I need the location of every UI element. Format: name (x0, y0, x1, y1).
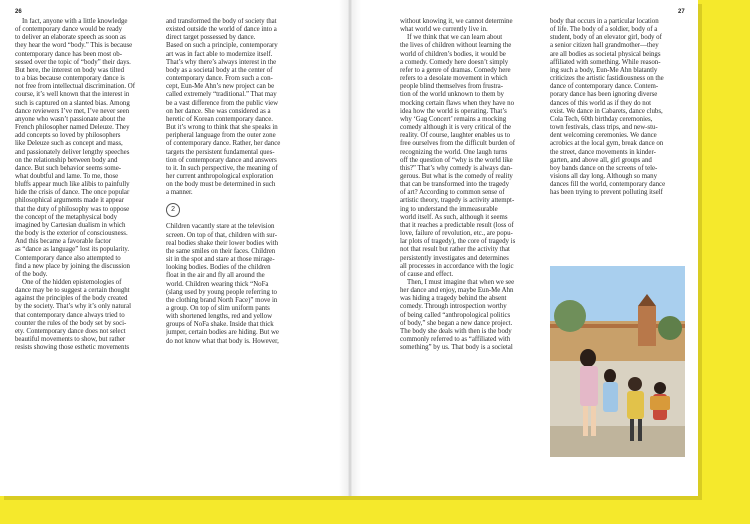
left-page-number: 26 (15, 9, 22, 15)
text-column-4 (550, 18, 688, 264)
book-gutter (339, 0, 361, 496)
text-column-3 (400, 18, 546, 488)
paragraph: Children vacantly stare at the television screen. On top of that, children with sur- real bodies shake their lower bodies with the same smiles on their faces. Children sit in the spot and stare at those mirage- looking bodies. Bodies of the children float in the air and fly all around the world. Children wearing thick “NoFa (slang used by young people referring to the clothing brand North Face)” move in a group. On top of slim uniform pants with shortened lengths, red and yellow groups of NoFa shake. Inside that thick jumper, certain bodies are hiding. But we do not know what that body is. However, (166, 223, 279, 345)
text-column-2 (166, 18, 316, 488)
paragraph: and transformed the body of society that existed outside the world of dance into a direct target possessed by dance. Based on such a principle, contemporary art was in fact able to modernize itself. That’s why there’s always interest in the body as a societal body at the center of contemporary dance. From such a con- cept, Eun-Me Ahn’s new project can be called extremely “traditional.” That may be a vast difference from the public view on her dance. She was considered as a heretic of Korean contemporary dance. But it’s wrong to think that she speaks in peripheral language from the outer zone of contemporary dance. Rather, her dance targets the persistent fundamental ques- tion of contemporary dance and answers to it. In such perspective, the meaning of her current anthropological exploration on the body must be determined in such a manner. (166, 18, 281, 197)
paragraph: without knowing it, we cannot determine what world we currently live in. (400, 18, 513, 34)
paragraph: If we think that we can learn about the lives of children without learning the world of children’s bodies, it would be a comedy. Comedy here doesn’t simply refer to a genre of dramas. Comedy here refers to a desolate movement in which people blind themselves from frustra- tion of the world unknown to them by mocking certain flaws when they have no idea how the world is operating. That’s why ‘Gag Concert’ remains a mocking comedy although it is very critical of the reality. Of course, laughter enables us to free ourselves from the difficult burden of recognizing the world. One laugh turns off the question of “why is the world like this?” That’s why comedy is always dan- gerous. But what is the comedy of reality that can be transformed into the tragedy of art? According to common sense of artistic theory, tragedy is activity attempt- ing to understand the immeasurable world itself. As such, although it seems that it reaches a predictable result (loss of love, failure of revolution, etc., are popu- lar plots of tragedy), the core of tragedy is not that result but rather the activity that persistently investigates and determines all processes in accordance with the logic of cause and effect. (400, 34, 516, 278)
paragraph: Then, I must imagine that when we see her dance and enjoy, maybe Eun-Me Ahn was hiding a tragedy behind the absent comedy. Through introspection worthy of being called “anthropological politics of body,” she began a new dance project. The body she deals with then is the body commonly referred to as “affiliated with something” by us. That body is a societal (400, 279, 515, 352)
text-column-1 (15, 18, 163, 488)
photo-illustration (550, 266, 685, 457)
dance-photo (550, 266, 685, 457)
paragraph: In fact, anyone with a little knowledge of contemporary dance would be ready to deliver an elaborate speech as soon as they hear the word “body.” This is because contemporary dance has been most ob- sessed over the topic of “body” their days. But here, the interest on body was tilted to a bias because contemporary dance is not free from intellectual discrimination. Of course, it’s well known that the interest in such is captured on a slanted bias. Among dance reviewers I’ve met, I’ve never seen anyone who wasn’t passionate about the French philosopher named Deleuze. They add concepts so loved by philosophers like Deleuze such as concept and mass, and passionately deliver lengthy speeches on the relationship between body and dance. But such behavior seems some- what doubtful and lame. To me, those bluffs appear much like alibis to painfully hide the crisis of dance. The once popular philosophical arguments made it appear that the duty of philosophy was to oppose the concept of the metaphysical body imagined by Cartesian dualism in which the body is the exterior of consciousness. And this became a favorable factor as “dance as language” lost its popularity. Contemporary dance also attempted to find a new place by joining the discussion of the body. (15, 18, 136, 278)
paragraph: body that occurs in a particular location of life. The body of a soldier, body of a student, body of an elevator girl, body of a senior citizen hall grandmother—they are all bodies as societal physical beings affiliated with something. While reason- ing such a body, Eun-Me Ahn blatantly criticizes the artistic fastidiousness on the dance of contemporary dance. Contem- porary dance has been ignoring diverse dances of this world as if they do not exist. We dance in Cabarets, dance clubs, Cola Tech, 60th birthday ceremonies, town festivals, class trips, and new-stu- dent welcoming ceremonies. We dance acrobics at the local gym, break dance on the street, dance movements in kinder- garten, and above all, girl groups and boy bands dance on the screens of tele- visions all day long. Although so many dances fill the world, contemporary dance has been trying to prevent polluting itself (550, 18, 666, 197)
section-marker: 2 (166, 203, 180, 217)
right-page-number: 27 (678, 9, 685, 15)
paragraph: One of the hidden epistemologies of dance may be to suggest a certain thought against the principles of the body created by the society. That’s why it’s only natural that contemporary dance always tried to counter the rules of the body set by soci- ety. Contemporary dance does not select beautiful movements to show, but rather resists showing those esthetic movements (15, 279, 132, 352)
